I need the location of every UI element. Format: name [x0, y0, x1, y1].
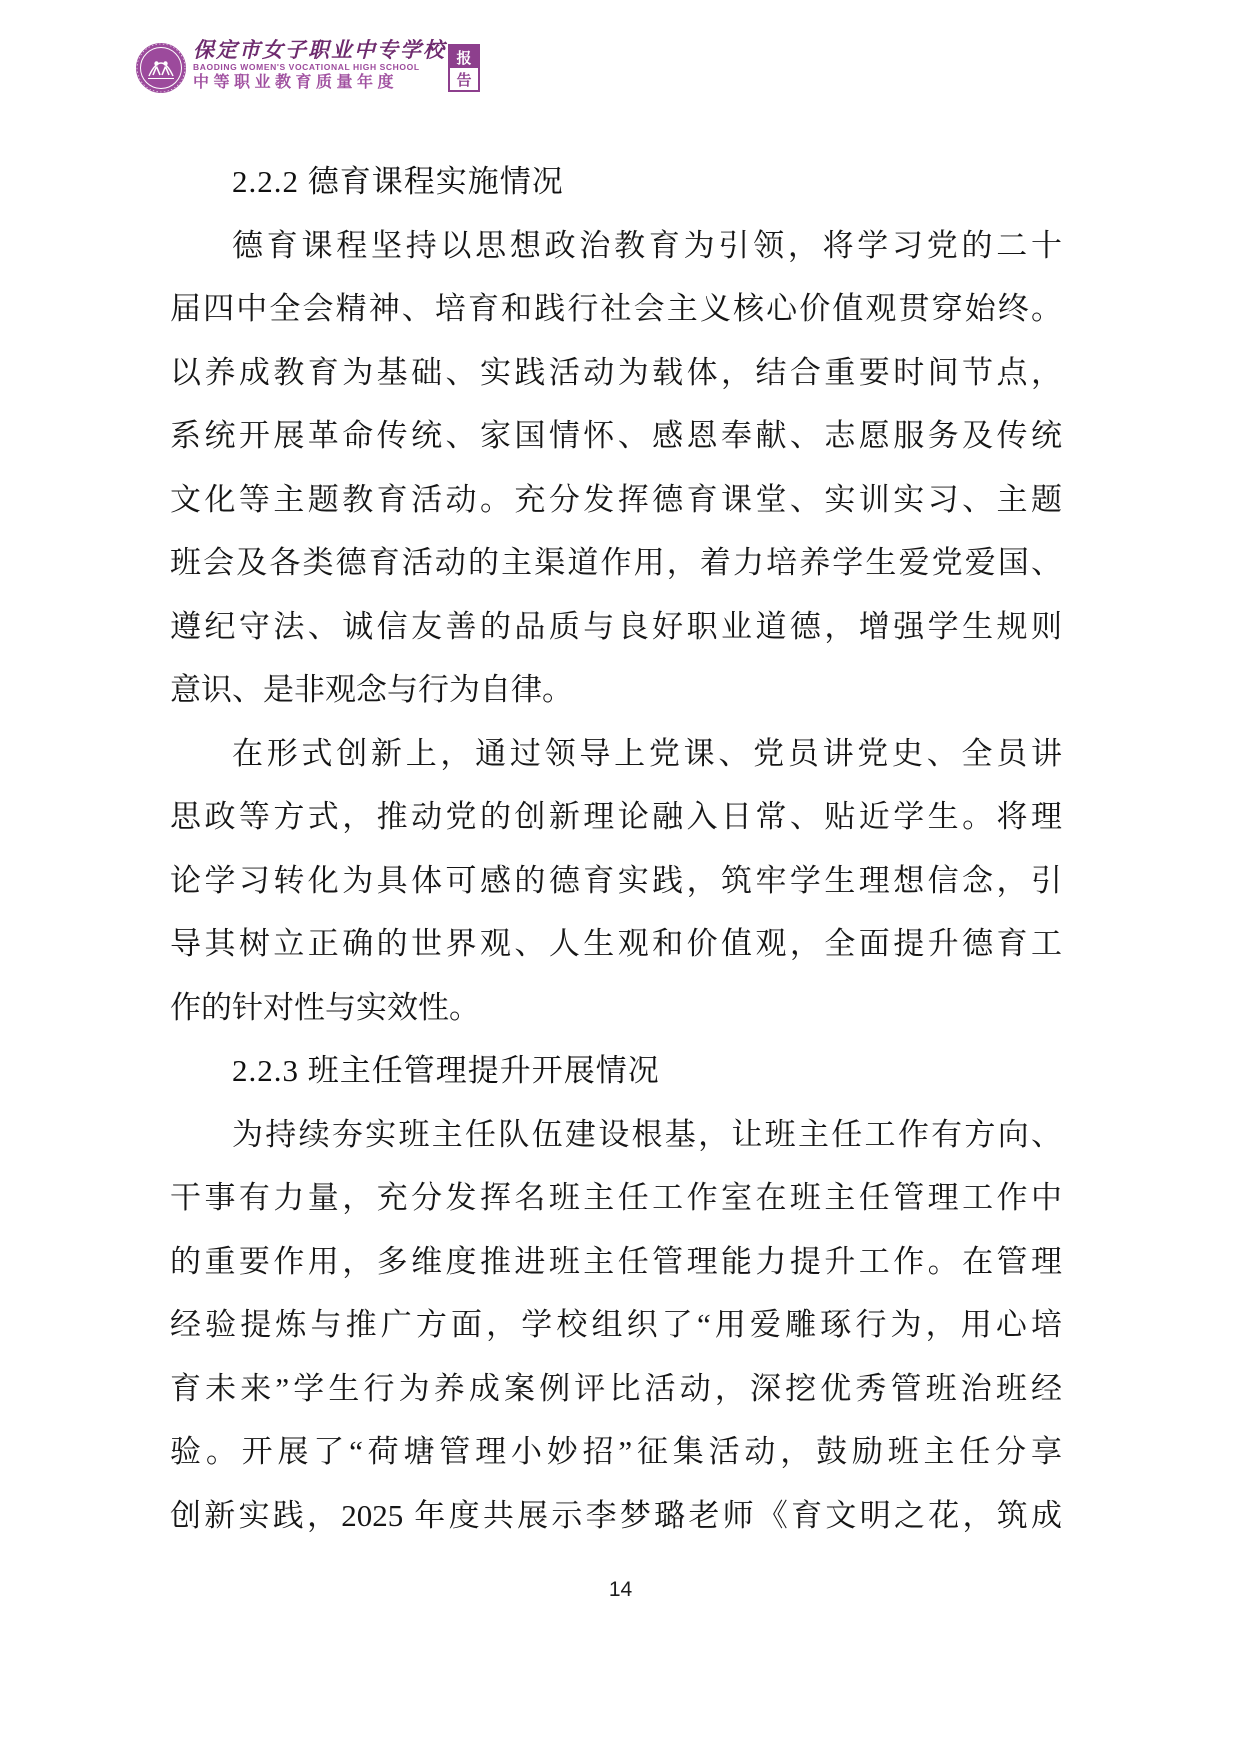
paragraph3-line: 的重要作用，多维度推进班主任管理能力提升工作。在管理 [170, 1243, 1062, 1279]
paragraph2-line: 作的针对性与实效性。 [170, 989, 480, 1025]
paragraph1-line: 班会及各类德育活动的主渠道作用，着力培养学生爱党爱国、 [170, 545, 1062, 580]
paragraph3-line: 为持续夯实班主任队伍建设根基，让班主任工作有方向、 [232, 1116, 1062, 1152]
paragraph3-line: 干事有力量，充分发挥名班主任工作室在班主任管理工作中 [170, 1180, 1062, 1215]
paragraph2-line: 导其树立正确的世界观、人生观和价值观，全面提升德育工 [170, 926, 1062, 961]
page-header [135, 38, 480, 98]
paragraph1-line: 意识、是非观念与行为自律。 [170, 672, 573, 707]
section-heading-223: 2.2.3 班主任管理提升开展情况 [232, 1053, 660, 1088]
school-name-en: BAODING WOMEN'S VOCATIONAL HIGH SCHOOL [193, 62, 420, 72]
document-body [170, 150, 1062, 1547]
paragraph1-line: 文化等主题教育活动。充分发挥德育课堂、实训实习、主题 [170, 481, 1062, 517]
school-name-zh: 保定市女子职业中专学校 [193, 38, 446, 62]
paragraph1-line: 系统开展革命传统、家国情怀、感恩奉献、志愿服务及传统 [170, 418, 1062, 453]
paragraph3-line: 育未来”学生行为养成案例评比活动，深挖优秀管班治班经 [170, 1370, 1062, 1406]
paragraph2-line: 在形式创新上，通过领导上党课、党员讲党史、全员讲 [232, 735, 1062, 771]
paragraph1-line: 德育课程坚持以思想政治教育为引领，将学习党的二十 [232, 227, 1062, 263]
header-text-block [193, 38, 446, 93]
paragraph3-line: 创新实践，2025 年度共展示李梦璐老师《育文明之花，筑成 [170, 1497, 1062, 1533]
paragraph1-line: 届四中全会精神、培育和践行社会主义核心价值观贯穿始终。 [170, 291, 1062, 326]
paragraph2-line: 思政等方式，推动党的创新理论融入日常、贴近学生。将理 [170, 799, 1062, 834]
paragraph2-line: 论学习转化为具体可感的德育实践，筑牢学生理想信念，引 [170, 862, 1062, 898]
paragraph3-line: 验。开展了“荷塘管理小妙招”征集活动，鼓励班主任分享 [170, 1434, 1062, 1469]
paragraph3-line: 经验提炼与推广方面，学校组织了“用爱雕琢行为，用心培 [170, 1307, 1062, 1342]
report-badge-char-top: 报 [450, 46, 478, 68]
report-badge [448, 44, 480, 92]
report-series-title: 中等职业教育质量年度 [193, 74, 399, 91]
paragraph1-line: 遵纪守法、诚信友善的品质与良好职业道德，增强学生规则 [170, 608, 1062, 644]
section-heading-222: 2.2.2 德育课程实施情况 [232, 164, 564, 199]
page-number: 14 [608, 1578, 633, 1601]
school-emblem-icon [135, 42, 187, 94]
paragraph1-line: 以养成教育为基础、实践活动为载体，结合重要时间节点， [170, 354, 1062, 390]
report-badge-char-bottom: 告 [450, 68, 478, 90]
